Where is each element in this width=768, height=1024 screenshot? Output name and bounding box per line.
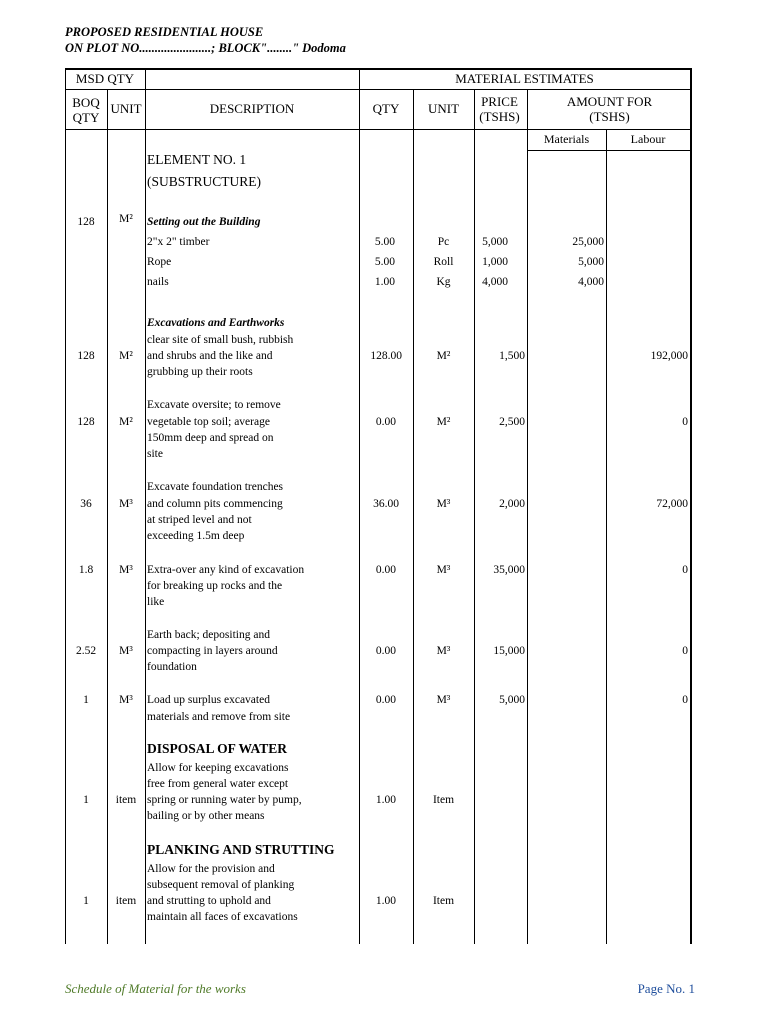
unit: M³ xyxy=(119,498,133,510)
col-head-price: PRICE (TSHS) xyxy=(479,94,520,124)
item-description-line: and shrubs and the like and xyxy=(147,350,273,362)
item-description-line: Load up surplus excavated xyxy=(147,694,270,706)
item-price: 4,000 xyxy=(482,276,508,288)
item-qty: 1.00 xyxy=(374,276,395,288)
item-unit: Roll xyxy=(433,256,454,268)
item-qty: 0.00 xyxy=(375,645,396,657)
col-head-labour: Labour xyxy=(630,132,666,146)
boq-qty: 36 xyxy=(80,498,92,510)
item-qty: 5.00 xyxy=(374,256,395,268)
item-description-line: at striped level and not xyxy=(147,514,252,526)
item-qty: 128.00 xyxy=(370,350,402,362)
item-unit: Item xyxy=(432,895,455,907)
item-unit: Kg xyxy=(436,276,451,288)
item-materials: 5,000 xyxy=(578,256,604,268)
col-head-materials: Materials xyxy=(543,132,590,146)
item-description-line: exceeding 1.5m deep xyxy=(147,530,245,542)
item-labour: 72,000 xyxy=(656,498,688,510)
item-description-line: Excavate oversite; to remove xyxy=(147,399,281,411)
col-head-description: DESCRIPTION xyxy=(209,101,295,116)
boq-qty: 128 xyxy=(77,416,95,428)
section-title-excavations: Excavations and Earthworks xyxy=(147,317,285,329)
project-title: PROPOSED RESIDENTIAL HOUSE xyxy=(65,25,264,39)
item-qty: 0.00 xyxy=(375,564,396,576)
item-price: 1,500 xyxy=(499,350,525,362)
item-qty: 5.00 xyxy=(374,236,395,248)
item-price: 15,000 xyxy=(493,645,525,657)
grid-line xyxy=(527,150,692,151)
item-price: 5,000 xyxy=(499,694,525,706)
item-unit: M³ xyxy=(436,694,451,706)
item-qty: 0.00 xyxy=(375,694,396,706)
plot-block-line: ON PLOT NO.......................; BLOCK"........" Dodoma xyxy=(65,41,346,55)
section-title-setting-out: Setting out the Building xyxy=(147,216,261,228)
item-unit: M² xyxy=(436,416,451,428)
item-qty: 1.00 xyxy=(375,794,396,806)
item-labour: 0 xyxy=(682,416,688,428)
item-qty: 36.00 xyxy=(373,498,399,510)
unit: M³ xyxy=(119,694,133,706)
unit: M³ xyxy=(119,645,133,657)
footer-schedule-title: Schedule of Material for the works xyxy=(65,981,246,996)
grid-line xyxy=(690,68,692,944)
item-materials: 4,000 xyxy=(578,276,604,288)
item-price: 2,500 xyxy=(499,416,525,428)
boq-qty: 1 xyxy=(83,694,89,706)
table-top-border xyxy=(65,68,692,70)
col-head-material-estimates: MATERIAL ESTIMATES xyxy=(455,71,594,86)
item-description-line: free from general water except xyxy=(147,778,289,790)
item-description-line: compacting in layers around xyxy=(147,645,278,657)
estimate-table xyxy=(65,68,692,944)
boq-qty: 128 xyxy=(77,216,95,228)
unit: M² xyxy=(119,213,133,225)
item-labour: 0 xyxy=(682,564,688,576)
section-title-planking: PLANKING AND STRUTTING xyxy=(147,842,335,857)
item-price: 2,000 xyxy=(499,498,525,510)
grid-line xyxy=(65,89,692,90)
grid-line xyxy=(413,89,414,944)
col-head-amount-for: AMOUNT FOR (TSHS) xyxy=(566,94,653,124)
item-unit: Item xyxy=(432,794,455,806)
item-description-line: for breaking up rocks and the xyxy=(147,580,283,592)
item-description-line: and column pits commencing xyxy=(147,498,283,510)
footer-page-number: Page No. 1 xyxy=(637,981,695,996)
grid-line xyxy=(65,129,692,130)
item-description-line: vegetable top soil; average xyxy=(147,416,270,428)
unit: M² xyxy=(119,350,133,362)
item-unit: M² xyxy=(436,350,451,362)
item-description-line: Extra-over any kind of excavation xyxy=(147,564,305,576)
item-description-line: spring or running water by pump, xyxy=(147,794,302,806)
item-unit: Pc xyxy=(437,236,450,248)
item-description-line: clear site of small bush, rubbish xyxy=(147,334,294,346)
item-description-line: Earth back; depositing and xyxy=(147,629,270,641)
col-head-unit2: UNIT xyxy=(427,101,460,116)
boq-qty: 128 xyxy=(77,350,95,362)
item-labour: 192,000 xyxy=(650,350,688,362)
unit: M² xyxy=(119,416,133,428)
col-head-msd-qty: MSD QTY xyxy=(75,71,135,86)
grid-line xyxy=(527,89,528,944)
item-qty: 1.00 xyxy=(375,895,396,907)
item-price: 5,000 xyxy=(482,236,508,248)
grid-line xyxy=(145,68,146,944)
item-description-line: subsequent removal of planking xyxy=(147,879,295,891)
unit: item xyxy=(115,895,137,907)
element-title: ELEMENT NO. 1 xyxy=(147,152,247,167)
boq-qty: 1.8 xyxy=(78,564,94,576)
item-description-line: Excavate foundation trenches xyxy=(147,481,284,493)
col-head-unit: UNIT xyxy=(110,101,142,116)
unit: M³ xyxy=(119,564,133,576)
unit: item xyxy=(115,794,137,806)
item-description-line: foundation xyxy=(147,661,197,673)
col-head-boq-qty: BOQ QTY xyxy=(72,95,100,125)
item-description-line: maintain all faces of excavations xyxy=(147,911,298,923)
item-price: 35,000 xyxy=(493,564,525,576)
item-description: nails xyxy=(147,276,169,288)
item-description-line: Allow for keeping excavations xyxy=(147,762,289,774)
item-labour: 0 xyxy=(682,645,688,657)
item-description: 2"x 2" timber xyxy=(147,236,210,248)
item-description-line: site xyxy=(147,448,163,460)
item-description-line: and strutting to uphold and xyxy=(147,895,271,907)
item-description-line: bailing or by other means xyxy=(147,810,265,822)
element-subtitle: (SUBSTRUCTURE) xyxy=(147,174,262,189)
item-description-line: 150mm deep and spread on xyxy=(147,432,274,444)
grid-line xyxy=(474,89,475,944)
col-head-qty: QTY xyxy=(372,101,400,116)
item-unit: M³ xyxy=(436,645,451,657)
item-labour: 0 xyxy=(682,694,688,706)
item-description-line: like xyxy=(147,596,165,608)
boq-qty: 1 xyxy=(83,895,89,907)
item-unit: M³ xyxy=(436,564,451,576)
section-title-disposal: DISPOSAL OF WATER xyxy=(147,741,288,756)
item-materials: 25,000 xyxy=(572,236,604,248)
item-price: 1,000 xyxy=(482,256,508,268)
grid-line xyxy=(606,129,607,944)
boq-qty: 1 xyxy=(83,794,89,806)
item-unit: M³ xyxy=(436,498,451,510)
item-description-line: grubbing up their roots xyxy=(147,366,253,378)
item-description-line: Allow for the provision and xyxy=(147,863,275,875)
boq-qty: 2.52 xyxy=(75,645,97,657)
item-qty: 0.00 xyxy=(375,416,396,428)
item-description-line: materials and remove from site xyxy=(147,711,291,723)
item-description: Rope xyxy=(147,256,172,268)
